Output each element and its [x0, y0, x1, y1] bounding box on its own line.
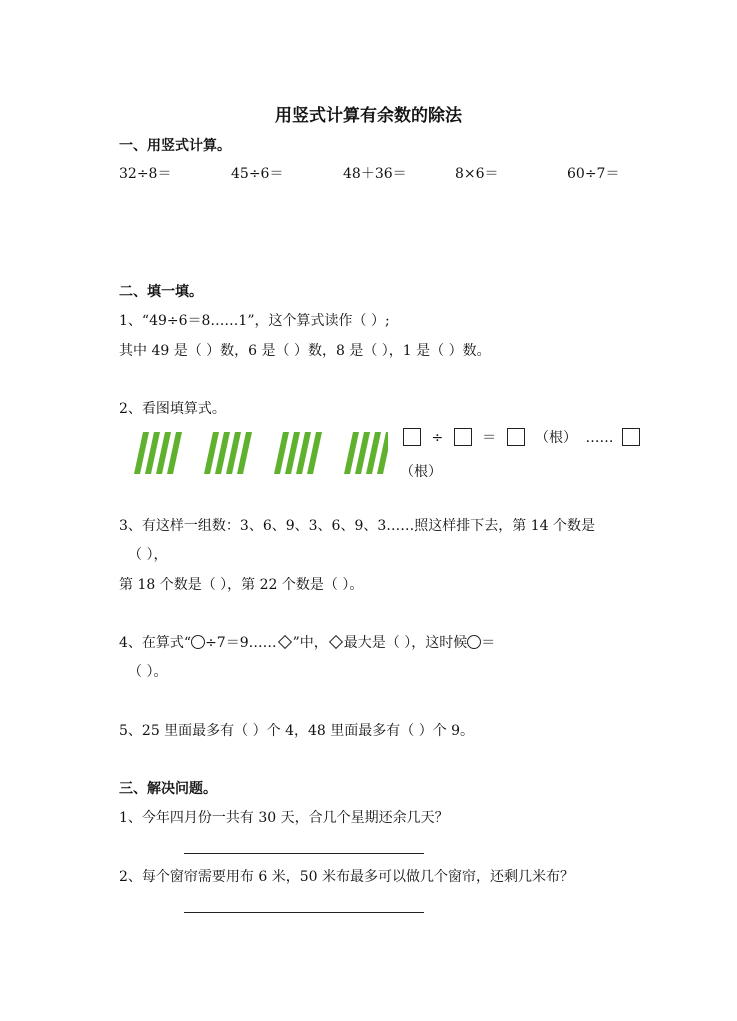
page-title: 用竖式计算有余数的除法: [275, 106, 462, 126]
answer-box-remainder[interactable]: [622, 428, 640, 446]
section3-heading: 三、解决问题。: [119, 781, 217, 797]
unit-label-2: （根）: [400, 464, 442, 480]
section2-heading: 二、填一填。: [119, 284, 203, 300]
q4-line1: [119, 632, 495, 652]
q4-text-c: ”中，: [292, 635, 328, 651]
q3-line1: 3、有这样一组数：3、6、9、3、6、9、3……照这样排下去，第 14 个数是: [119, 518, 595, 534]
equation-row: [403, 427, 640, 447]
diamond-icon: [278, 635, 292, 649]
problem-3: 48＋36＝: [343, 166, 407, 182]
unit-label: （根）: [535, 430, 577, 446]
s3-q2: 2、每个窗帘需要用布 6 米，50 米布最多可以做几个窗帘，还剩几米布？: [119, 869, 574, 885]
problem-4: 8×6＝: [455, 166, 499, 182]
diamond-icon: [329, 635, 343, 649]
remainder-dots: ……: [585, 430, 614, 446]
q3-line3: 第 18 个数是（ ），第 22 个数是（ ）。: [119, 577, 364, 593]
section1-heading: 一、用竖式计算。: [119, 138, 231, 154]
q5-line: 5、25 里面最多有（ ）个 4，48 里面最多有（ ）个 9。: [119, 723, 475, 739]
q4-text-e: ＝: [481, 635, 496, 651]
problem-1: 32÷8＝: [119, 166, 172, 182]
answer-line-2[interactable]: [184, 912, 424, 913]
q4-text-d: 最大是（ ），这时候: [343, 635, 468, 651]
problem-2: 45÷6＝: [231, 166, 284, 182]
answer-box-divisor[interactable]: [454, 428, 472, 446]
circle-icon: [191, 635, 205, 649]
sticks-figure: [128, 430, 388, 478]
q1-line1: 1、“49÷6＝8……1”，这个算式读作（ ）;: [119, 313, 390, 329]
answer-line-1[interactable]: [184, 853, 424, 854]
divide-sign: ÷: [431, 430, 444, 446]
q4-text-b: ÷7＝9……: [205, 635, 277, 651]
answer-box-dividend[interactable]: [403, 428, 421, 446]
q1-line2: 其中 49 是（ ）数，6 是（ ）数，8 是（ ），1 是（ ）数。: [119, 343, 491, 359]
q4-line2: （ ）。: [128, 664, 168, 680]
q4-text-a: 4、在算式“: [119, 635, 192, 651]
answer-box-quotient[interactable]: [507, 428, 525, 446]
equals-sign: ＝: [482, 430, 497, 446]
circle-icon: [467, 635, 481, 649]
q2-text: 2、看图填算式。: [119, 401, 226, 417]
problem-5: 60÷7＝: [567, 166, 620, 182]
q3-line2: （ ），: [128, 547, 168, 563]
s3-q1: 1、今年四月份一共有 30 天，合几个星期还余几天？: [119, 810, 449, 826]
